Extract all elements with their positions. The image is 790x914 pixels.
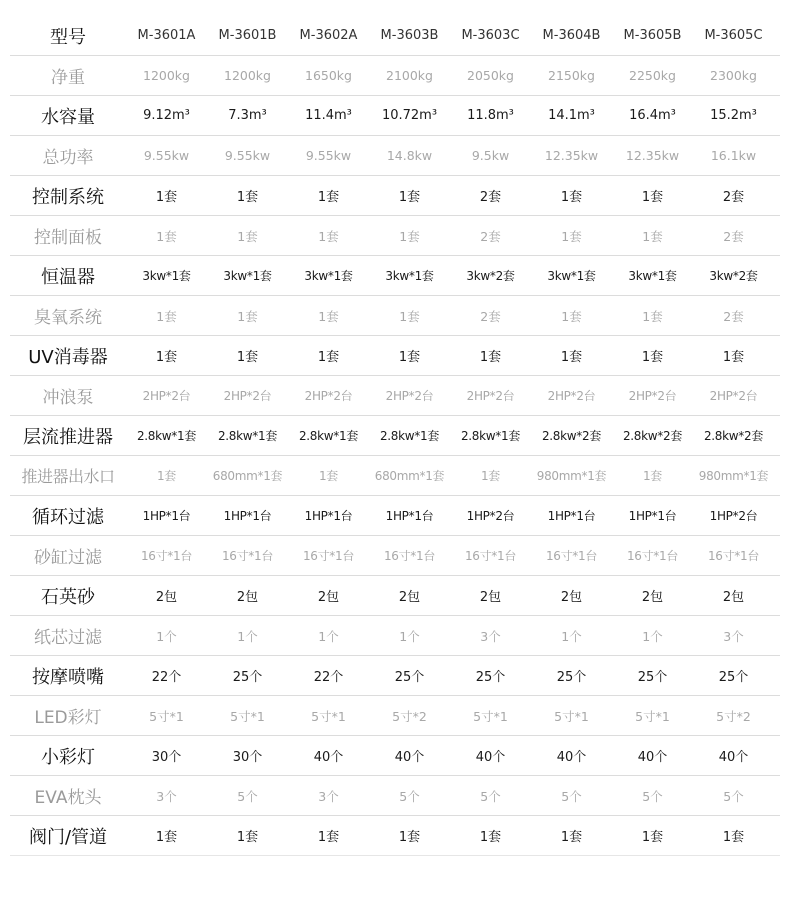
table-cell: 5寸*1 [311, 708, 346, 724]
table-cell: 12.35kw [544, 148, 599, 163]
table-cell: 2套 [722, 190, 745, 205]
table-cell: 1个 [561, 628, 582, 644]
table-cell: 1套 [155, 190, 178, 205]
row-label: 石英砂 [41, 586, 95, 608]
table-cell: 3个 [480, 628, 501, 644]
table-cell: 9.12m³ [143, 108, 190, 123]
table-cell: 3kw*1套 [547, 269, 596, 283]
row-label: 阀门/管道 [28, 826, 108, 848]
table-cell: 2.8kw*1套 [217, 429, 278, 443]
table-cell: 14.1m³ [548, 108, 595, 123]
table-cell: 2包 [722, 590, 745, 605]
table-row-net-weight [10, 56, 780, 96]
table-cell: 1套 [479, 350, 502, 365]
table-cell: 9.55kw [305, 148, 352, 163]
table-cell: 2250kg [629, 68, 676, 83]
table-cell: 40个 [718, 750, 749, 765]
table-cell: 2.8kw*1套 [136, 429, 197, 443]
table-cell: 1套 [560, 190, 583, 205]
table-cell: 1200kg [143, 68, 190, 83]
table-cell: 1套 [642, 308, 663, 324]
table-cell: 5个 [480, 788, 501, 804]
table-cell: 16寸*1台 [383, 549, 436, 563]
table-cell: 1套 [398, 830, 421, 845]
table-cell: 1套 [236, 350, 259, 365]
table-cell: 2套 [723, 228, 744, 244]
table-cell: 2HP*2台 [304, 389, 353, 403]
table-cell: M-3603C [461, 28, 520, 43]
table-cell: 1个 [156, 628, 177, 644]
row-label: 臭氧系统 [34, 308, 102, 328]
table-cell: 5寸*1 [473, 708, 508, 724]
row-label: 砂缸过滤 [34, 548, 102, 568]
table-cell: 15.2m³ [710, 108, 757, 123]
table-cell: 25个 [556, 670, 587, 685]
table-cell: 2HP*2台 [466, 389, 515, 403]
table-cell: 30个 [232, 750, 263, 765]
table-cell: 9.55kw [224, 148, 271, 163]
table-cell: 2HP*2台 [142, 389, 191, 403]
row-label: 总功率 [42, 148, 94, 168]
table-cell: 16寸*1台 [626, 549, 679, 563]
table-cell: 25个 [718, 670, 749, 685]
table-cell: M-3604B [542, 28, 601, 43]
table-cell: 2套 [480, 228, 501, 244]
table-row-control-system [10, 176, 780, 216]
table-cell: 1套 [399, 308, 420, 324]
table-cell: 1套 [155, 350, 178, 365]
row-label: 冲浪泵 [42, 388, 94, 408]
table-cell: 7.3m³ [228, 108, 267, 123]
table-row-thermostat [10, 256, 780, 296]
row-label: 型号 [50, 26, 86, 48]
table-cell: 2300kg [710, 68, 757, 83]
table-cell: 2.8kw*1套 [298, 429, 359, 443]
table-cell: M-3602A [299, 28, 358, 43]
table-row-uv-sterilizer [10, 336, 780, 376]
table-cell: 3kw*2套 [466, 269, 515, 283]
table-cell: 1个 [237, 628, 258, 644]
table-cell: 1套 [479, 830, 502, 845]
table-row-quartz-sand [10, 576, 780, 616]
row-label: 推进器出水口 [21, 467, 115, 486]
row-label: 按摩喷嘴 [32, 666, 104, 688]
table-cell: 1套 [399, 228, 420, 244]
table-cell: 2包 [236, 590, 259, 605]
table-cell: 2包 [641, 590, 664, 605]
table-cell: 1套 [155, 830, 178, 845]
table-cell: 2包 [317, 590, 340, 605]
table-cell: 3kw*2套 [709, 269, 758, 283]
table-cell: 5个 [237, 788, 258, 804]
table-cell: 2包 [398, 590, 421, 605]
table-cell: 2套 [480, 308, 501, 324]
table-cell: 1套 [560, 830, 583, 845]
table-cell: 1HP*1台 [547, 509, 596, 523]
table-cell: 30个 [151, 750, 182, 765]
table-cell: 5寸*2 [392, 708, 427, 724]
table-cell: 1个 [642, 628, 663, 644]
table-cell: 1套 [560, 350, 583, 365]
table-cell: 1套 [318, 228, 339, 244]
table-cell: 5个 [561, 788, 582, 804]
row-label: EVA枕头 [34, 788, 102, 808]
table-cell: 25个 [394, 670, 425, 685]
table-cell: 22个 [313, 670, 344, 685]
table-cell: 2HP*2台 [628, 389, 677, 403]
table-cell: 1套 [317, 190, 340, 205]
table-cell: 1套 [317, 830, 340, 845]
table-cell: 25个 [232, 670, 263, 685]
table-cell: 5寸*1 [149, 708, 184, 724]
row-label: 小彩灯 [41, 746, 95, 768]
table-cell: 5个 [723, 788, 744, 804]
table-cell: 40个 [475, 750, 506, 765]
table-row-control-panel [10, 216, 780, 256]
table-cell: 16寸*1台 [707, 549, 760, 563]
table-cell: 1HP*1台 [304, 509, 353, 523]
row-label: LED彩灯 [34, 708, 102, 728]
row-label: 纸芯过滤 [34, 628, 102, 648]
table-row-massage-jets [10, 656, 780, 696]
table-cell: 3kw*1套 [304, 269, 353, 283]
table-cell: 16寸*1台 [545, 549, 598, 563]
table-cell: 1套 [318, 469, 339, 483]
table-cell: 1套 [237, 308, 258, 324]
table-cell: 3个 [156, 788, 177, 804]
table-cell: M-3605C [704, 28, 763, 43]
table-cell: 1套 [236, 830, 259, 845]
table-cell: M-3601B [218, 28, 277, 43]
table-cell: 2.8kw*2套 [703, 429, 764, 443]
table-cell: 1个 [399, 628, 420, 644]
table-cell: 1套 [641, 350, 664, 365]
table-cell: 10.72m³ [381, 108, 438, 123]
table-cell: 22个 [151, 670, 182, 685]
table-cell: 1套 [398, 190, 421, 205]
table-cell: 3个 [318, 788, 339, 804]
table-cell: 5寸*1 [230, 708, 265, 724]
table-row-eva-pillow [10, 776, 780, 816]
table-row-paper-filter [10, 616, 780, 656]
table-cell: 2.8kw*1套 [379, 429, 440, 443]
row-label: 恒温器 [41, 266, 95, 288]
table-cell: 2050kg [467, 68, 514, 83]
table-cell: M-3603B [380, 28, 439, 43]
table-cell: 680mm*1套 [212, 469, 283, 483]
table-cell: 1套 [561, 228, 582, 244]
table-cell: 2.8kw*2套 [622, 429, 683, 443]
row-label: 层流推进器 [23, 426, 113, 448]
table-cell: 1HP*1台 [628, 509, 677, 523]
table-row-small-lights [10, 736, 780, 776]
table-row-led-light [10, 696, 780, 736]
row-label: UV消毒器 [28, 346, 108, 368]
table-cell: 1套 [237, 228, 258, 244]
table-row-thruster-outlet [10, 456, 780, 496]
table-cell: 1套 [561, 308, 582, 324]
table-cell: 5个 [399, 788, 420, 804]
table-cell: 16.1kw [710, 148, 757, 163]
table-cell: 9.5kw [471, 148, 510, 163]
table-cell: 1套 [641, 190, 664, 205]
table-cell: 25个 [637, 670, 668, 685]
table-cell: 40个 [394, 750, 425, 765]
table-cell: 2套 [479, 190, 502, 205]
table-cell: M-3601A [137, 28, 196, 43]
table-cell: 16寸*1台 [140, 549, 193, 563]
table-cell: 11.8m³ [467, 108, 514, 123]
table-row-ozone-system [10, 296, 780, 336]
table-row-laminar-thruster [10, 416, 780, 456]
table-cell: 3kw*1套 [628, 269, 677, 283]
row-label: 控制系统 [32, 186, 104, 208]
table-cell: 2包 [479, 590, 502, 605]
table-cell: 1套 [642, 228, 663, 244]
table-cell: 1HP*1台 [385, 509, 434, 523]
table-cell: 2100kg [386, 68, 433, 83]
table-cell: 1套 [398, 350, 421, 365]
row-label: 控制面板 [34, 228, 102, 248]
row-label: 循环过滤 [32, 506, 104, 528]
table-cell: 2包 [155, 590, 178, 605]
table-cell: 680mm*1套 [374, 469, 445, 483]
table-cell: 2HP*2台 [547, 389, 596, 403]
table-cell: 40个 [637, 750, 668, 765]
table-cell: 25个 [475, 670, 506, 685]
table-cell: 1HP*1台 [142, 509, 191, 523]
table-cell: 1套 [722, 350, 745, 365]
table-cell: 16寸*1台 [464, 549, 517, 563]
table-cell: 5寸*1 [554, 708, 589, 724]
table-row-surf-pump [10, 376, 780, 416]
table-cell: 3kw*1套 [223, 269, 272, 283]
table-cell: 12.35kw [625, 148, 680, 163]
row-label: 水容量 [41, 106, 95, 128]
table-cell: 14.8kw [386, 148, 433, 163]
table-row-total-power [10, 136, 780, 176]
table-cell: 1套 [317, 350, 340, 365]
table-cell: 9.55kw [143, 148, 190, 163]
table-cell: 16.4m³ [629, 108, 676, 123]
table-cell: 1套 [641, 830, 664, 845]
table-cell: 980mm*1套 [536, 469, 607, 483]
table-cell: 5个 [642, 788, 663, 804]
table-cell: 1HP*2台 [709, 509, 758, 523]
table-cell: 2HP*2台 [385, 389, 434, 403]
table-row-valves-pipes [10, 816, 780, 856]
table-cell: 2包 [560, 590, 583, 605]
table-row-circulation-filter [10, 496, 780, 536]
table-cell: 2.8kw*1套 [460, 429, 521, 443]
table-cell: 2150kg [548, 68, 595, 83]
table-cell: 1套 [156, 469, 177, 483]
table-cell: 3kw*1套 [142, 269, 191, 283]
table-cell: 40个 [556, 750, 587, 765]
table-cell: 16寸*1台 [221, 549, 274, 563]
table-cell: 2套 [723, 308, 744, 324]
table-cell: 2HP*2台 [709, 389, 758, 403]
table-cell: 5寸*1 [635, 708, 670, 724]
table-row-sand-filter [10, 536, 780, 576]
table-cell: M-3605B [623, 28, 682, 43]
table-cell: 3kw*1套 [385, 269, 434, 283]
table-cell: 1套 [156, 308, 177, 324]
table-cell: 1650kg [305, 68, 352, 83]
table-cell: 3个 [723, 628, 744, 644]
table-cell: 1套 [156, 228, 177, 244]
table-cell: 1套 [236, 190, 259, 205]
table-row-model [10, 16, 780, 56]
table-cell: 16寸*1台 [302, 549, 355, 563]
table-cell: 1套 [722, 830, 745, 845]
table-cell: 11.4m³ [305, 108, 352, 123]
table-cell: 1套 [480, 469, 501, 483]
table-cell: 1HP*1台 [223, 509, 272, 523]
table-cell: 2.8kw*2套 [541, 429, 602, 443]
table-cell: 1HP*2台 [466, 509, 515, 523]
row-label: 净重 [51, 68, 85, 88]
table-cell: 1套 [318, 308, 339, 324]
table-cell: 40个 [313, 750, 344, 765]
table-row-water-capacity [10, 96, 780, 136]
spec-table [10, 16, 780, 856]
table-cell: 5寸*2 [716, 708, 751, 724]
table-cell: 1200kg [224, 68, 271, 83]
table-cell: 980mm*1套 [698, 469, 769, 483]
table-cell: 2HP*2台 [223, 389, 272, 403]
table-cell: 1个 [318, 628, 339, 644]
table-cell: 1套 [642, 469, 663, 483]
